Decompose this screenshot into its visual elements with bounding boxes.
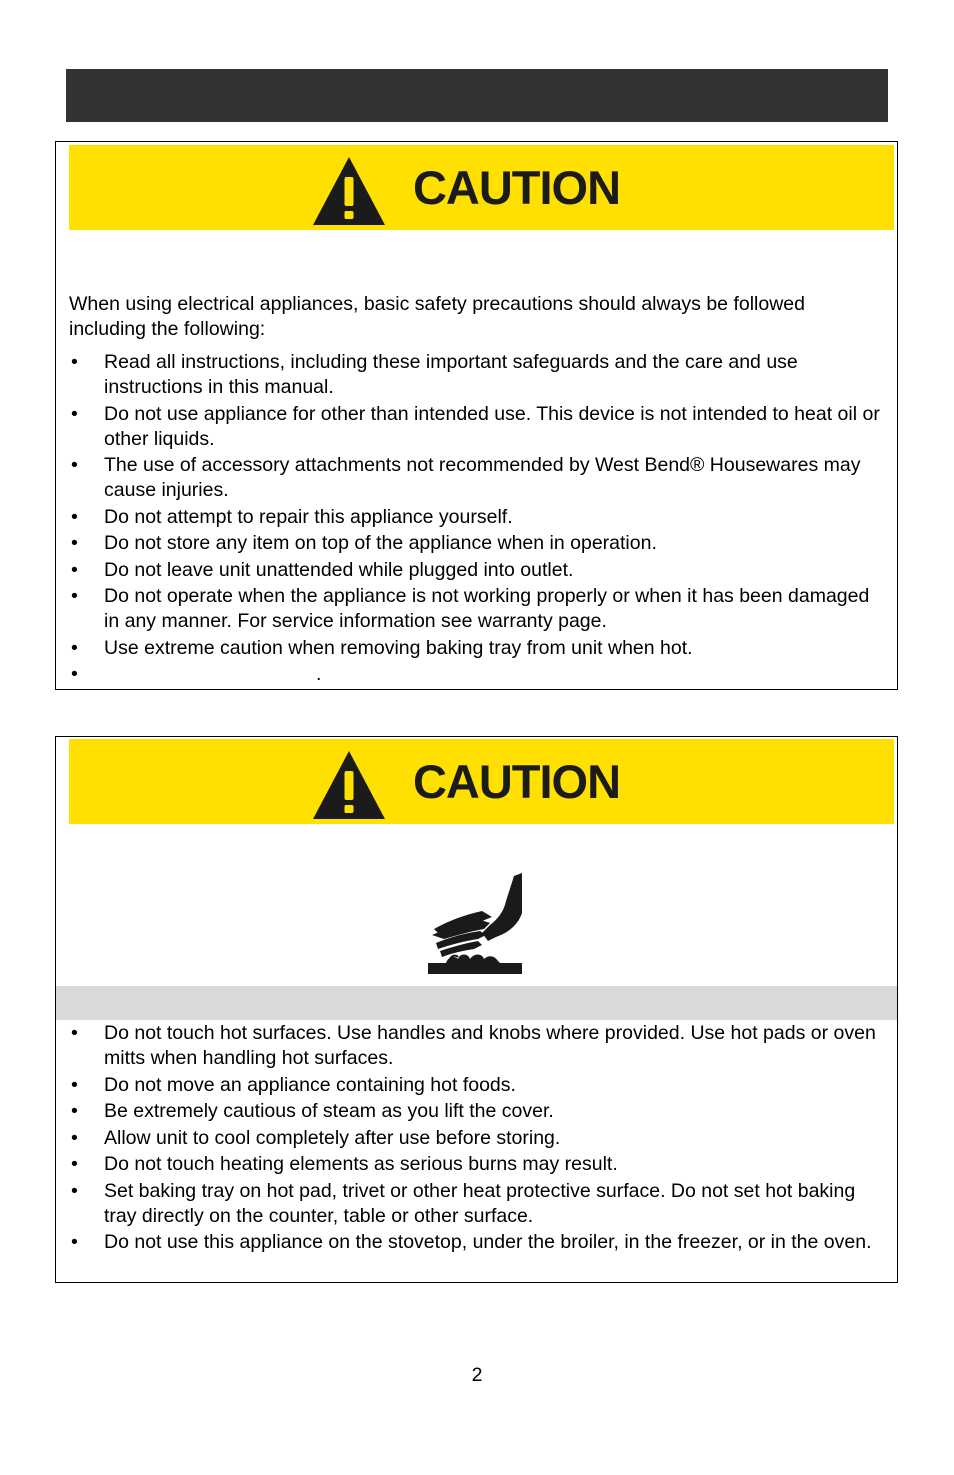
hot-surfaces-list <box>69 1021 884 1257</box>
list-item: • Use extreme caution when removing baking tray from unit when hot. <box>71 636 693 659</box>
list-item: • Do not touch heating elements as serious burns may result. <box>71 1153 618 1175</box>
caution-label: CAUTION <box>412 161 621 214</box>
list-item: • Do not move an appliance containing hot foods. <box>71 1073 516 1096</box>
hot-surfaces-heading-bar <box>56 986 897 1020</box>
caution-box-general-safety <box>55 141 898 690</box>
list-item: • Set baking tray on hot pad, trivet or other heat protective surface. Do not set hot baking tray directly on the counter, table or other surface. <box>71 1179 856 1227</box>
list-item: • The use of accessory attachments not recommended by West Bend® Housewares may cause injuries. <box>71 454 861 501</box>
warning-triangle-icon <box>311 155 387 227</box>
list-item: • Do not operate when the appliance is not working properly or when it has been damaged in any manner. For service information see warranty page. <box>71 585 870 632</box>
list-item: • Do not use appliance for other than intended use. This device is not intended to heat oil or other liquids. <box>71 402 880 450</box>
list-item: • Allow unit to cool completely after use before storing. <box>71 1126 561 1149</box>
list-item: • Do not use this appliance on the stovetop, under the broiler, in the freezer, or in the oven. <box>71 1231 872 1253</box>
list-item: • Do not leave unit unattended while plugged into outlet. <box>71 558 574 581</box>
list-item: • Do not touch hot surfaces. Use handles and knobs where provided. Use hot pads or oven mitts when handling hot surfaces. <box>71 1022 876 1069</box>
caution-label: CAUTION <box>412 755 621 808</box>
list-item: • Do not store any item on top of the appliance when in operation. <box>71 532 657 554</box>
caution-banner <box>69 145 894 230</box>
intro-text: When using electrical appliances, basic safety precautions should always be followed including the following: <box>69 293 805 340</box>
safety-list <box>69 350 884 689</box>
page-number: 2 <box>471 1364 483 1386</box>
caution-banner <box>69 739 894 824</box>
hot-surface-icon <box>428 873 522 974</box>
list-item: • Read all instructions, including these important safeguards and the care and use instructions in this manual. <box>71 351 798 398</box>
list-item: • Be extremely cautious of steam as you lift the cover. <box>71 1100 554 1122</box>
list-item: • Do not attempt to repair this appliance yourself. <box>71 505 513 528</box>
caution-box-hot-surfaces <box>55 736 898 1283</box>
warning-triangle-icon <box>311 749 387 821</box>
list-item: • . <box>71 663 322 685</box>
header-bar <box>66 69 888 122</box>
